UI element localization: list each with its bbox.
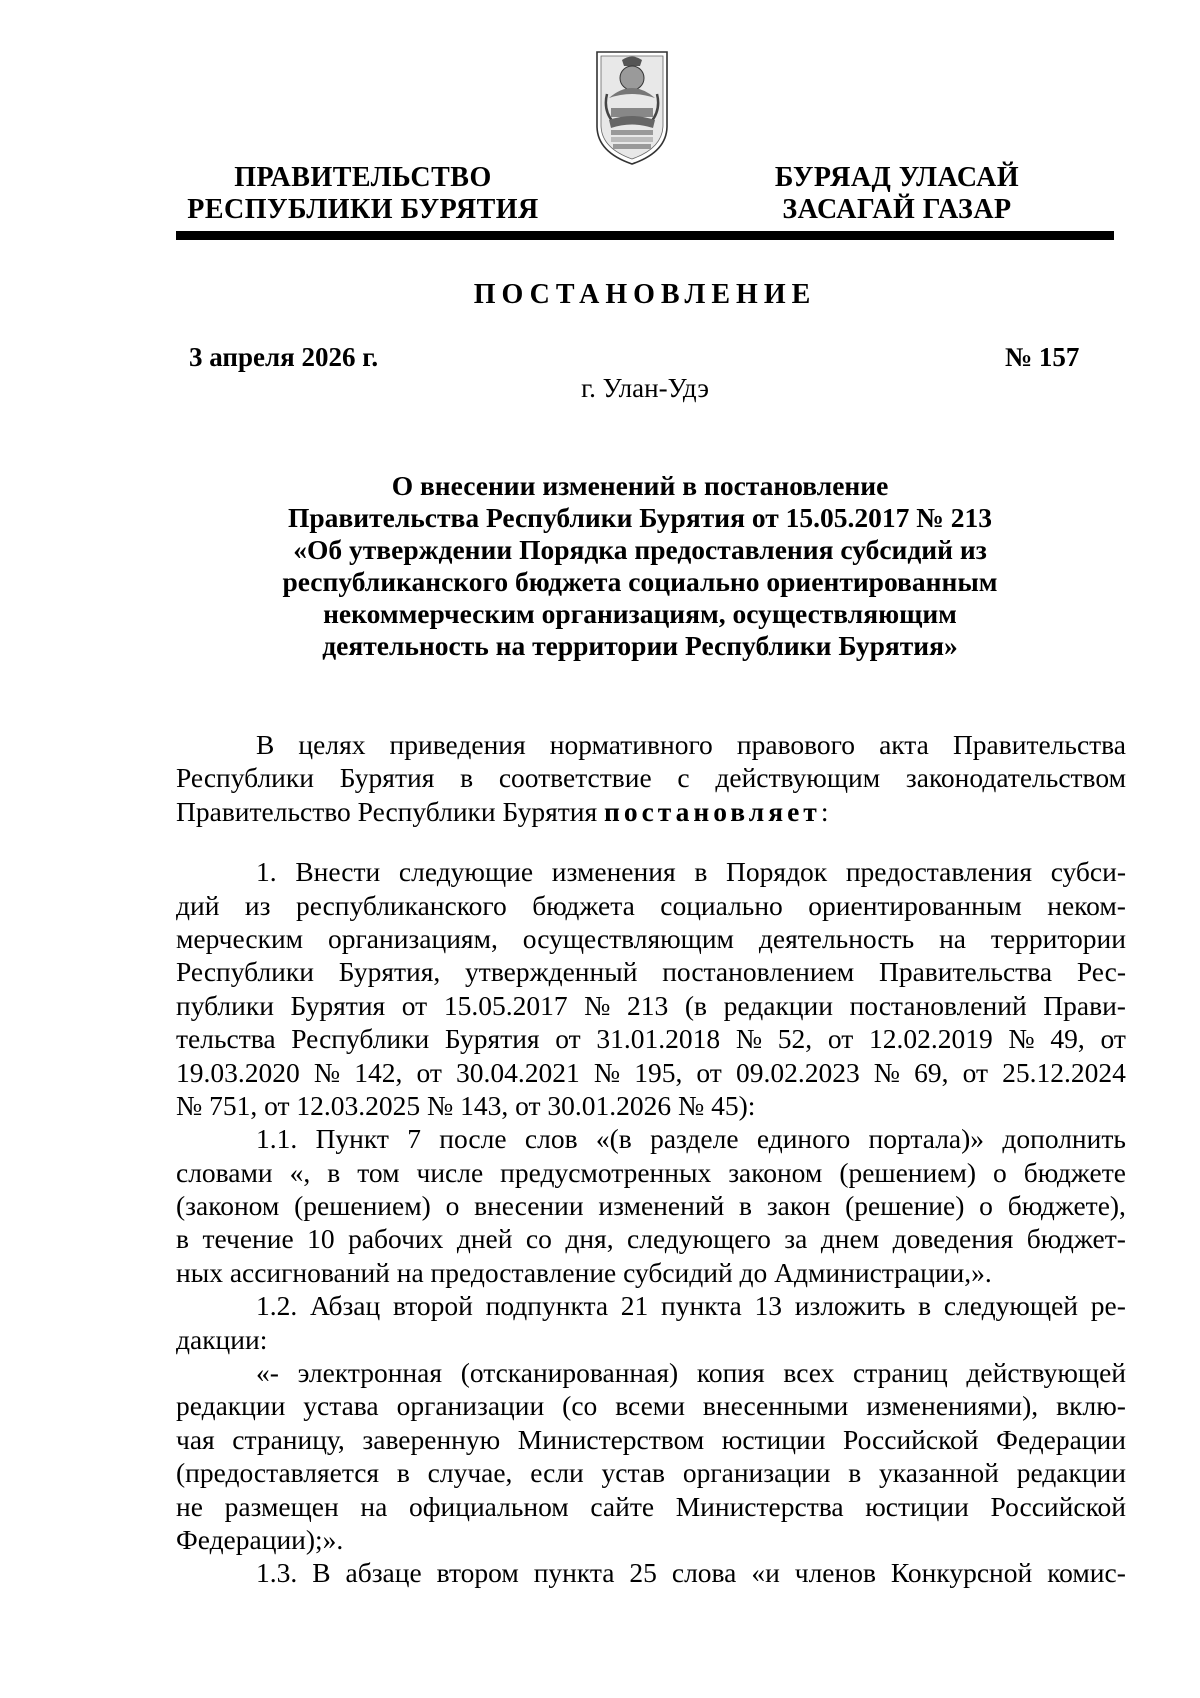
text-line: тельства Республики Бурятия от 31.01.2018 № 52, от 12.02.2019 № 49, от — [176, 1023, 1126, 1055]
text-line: редакции устава организации (со всеми внесенными изменениями), вклю- — [176, 1390, 1126, 1422]
preamble — [176, 728, 1126, 828]
resolves-keyword: постановляет — [604, 795, 821, 827]
org-line: ПРАВИТЕЛЬСТВО — [234, 162, 492, 193]
title-line: республиканского бюджета социально ориентированным — [282, 566, 998, 597]
text-line: № 751, от 12.03.2025 № 143, от 30.01.2026 № 45): — [176, 1089, 756, 1121]
text-line — [176, 795, 1126, 828]
text-line: Республики Бурятия в соответствие с действующим законодательством — [176, 762, 1126, 794]
org-line: ЗАСАГАЙ ГАЗАР — [782, 194, 1012, 225]
text-line: 1.3. В абзаце втором пункта 25 слова «и членов Конкурсной комис- — [256, 1557, 1126, 1589]
text-line: (законом (решением) о внесении изменений в закон (решение) о бюджете), — [176, 1190, 1126, 1222]
document-date: 3 апреля 2026 г. — [189, 342, 379, 372]
text-line: публики Бурятия от 15.05.2017 № 213 (в редакции постановлений Прави- — [176, 989, 1126, 1021]
text-line: ных ассигнований на предоставление субсидий до Администрации,». — [176, 1256, 992, 1288]
text-line: Республики Бурятия, утвержденный постановлением Правительства Рес- — [176, 956, 1126, 988]
text-line: 1. Внести следующие изменения в Порядок предоставления субси- — [256, 856, 1126, 888]
title-line: некоммерческим организациям, осуществляющим — [323, 598, 957, 629]
text-line: дакции: — [176, 1323, 268, 1355]
title-line: О внесении изменений в постановление — [391, 470, 889, 501]
preamble-prefix: Правительство Республики Бурятия — [176, 795, 604, 827]
clause-1-1 — [176, 1122, 1126, 1289]
clause-1-3 — [176, 1556, 1126, 1589]
clause-1 — [176, 855, 1126, 1122]
org-line: РЕСПУБЛИКИ БУРЯТИЯ — [187, 194, 539, 225]
clause-1-2 — [176, 1289, 1126, 1356]
text-line: Федерации);». — [176, 1523, 344, 1555]
title-line: Правительства Республики Бурятия от 15.05.2017 № 213 — [287, 502, 992, 533]
header-divider — [176, 231, 1114, 240]
title-line: деятельность на территории Республики Бурятия» — [322, 630, 958, 661]
text-line: не размещен на официальном сайте Министерства юстиции Российской — [176, 1490, 1126, 1522]
text-line: В целях приведения нормативного правового акта Правительства — [256, 729, 1126, 760]
preamble-suffix: : — [820, 795, 829, 827]
text-line: словами «, в том числе предусмотренных законом (решением) о бюджете — [176, 1156, 1126, 1188]
document-city: г. Улан-Удэ — [581, 373, 709, 403]
text-line: «- электронная (отсканированная) копия всех страниц действующей — [256, 1357, 1126, 1389]
text-line: мерческим организациям, осуществляющим деятельность на территории — [176, 922, 1126, 954]
text-line: в течение 10 рабочих дней со дня, следующего за днем доведения бюджет- — [176, 1223, 1126, 1255]
text-line: 1.2. Абзац второй подпункта 21 пункта 13 изложить в следующей ре- — [256, 1290, 1126, 1322]
document-body — [176, 728, 1126, 1590]
document-number: № 157 — [1005, 342, 1080, 372]
document-type: ПОСТАНОВЛЕНИЕ — [473, 279, 817, 310]
clause-1-2-quote — [176, 1356, 1126, 1556]
document-title — [240, 470, 1040, 662]
title-line: «Об утверждении Порядка предоставления субсидий из — [293, 534, 987, 565]
text-line: (предоставляется в случае, если устав организации в указанной редакции — [176, 1457, 1126, 1489]
government-name-russian — [178, 162, 548, 226]
text-line: 1.1. Пункт 7 после слов «(в разделе единого портала)» дополнить — [256, 1123, 1126, 1155]
coat-of-arms-icon — [591, 48, 673, 168]
text-line: 19.03.2020 № 142, от 30.04.2021 № 195, от 09.02.2023 № 69, от 25.12.2024 — [176, 1056, 1126, 1088]
government-name-buryat — [752, 162, 1042, 226]
text-line: чая страницу, заверенную Министерством юстиции Российской Федерации — [176, 1423, 1126, 1455]
text-line: дий из республиканского бюджета социально ориентированным неком- — [176, 889, 1126, 921]
org-line: БУРЯАД УЛАСАЙ — [774, 162, 1020, 193]
